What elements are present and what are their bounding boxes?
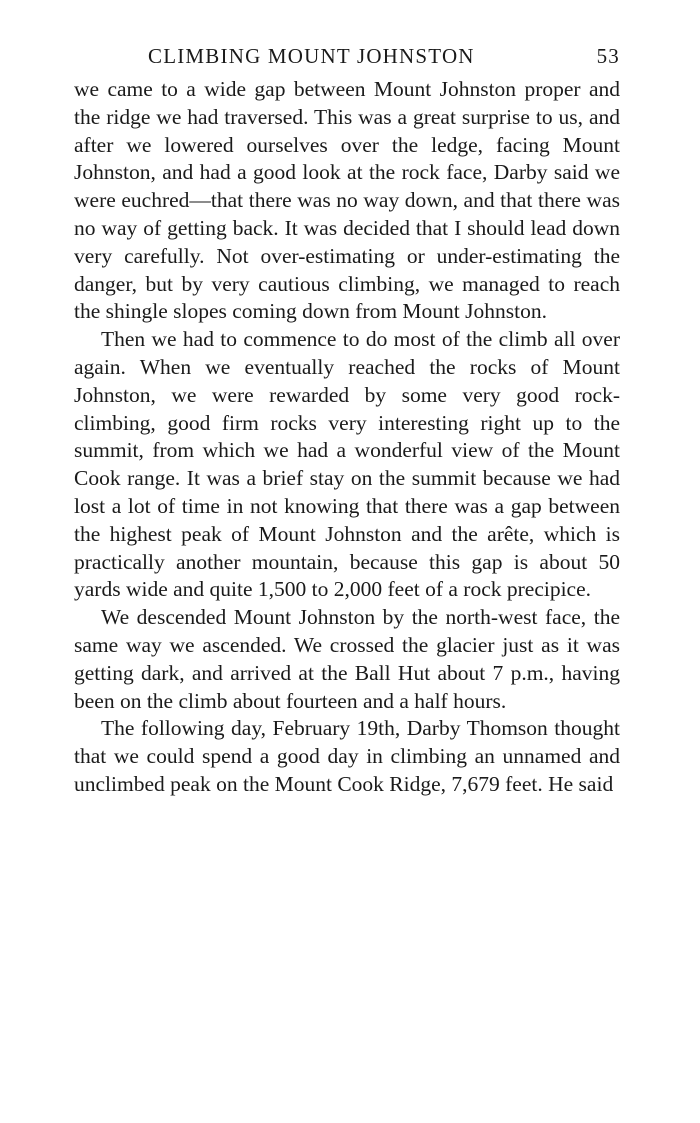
paragraph: The following day, February 19th, Darby Thomson thought that we could spend a good day in climbing an unnamed and unclimbed peak on the Mount Cook Ridge, 7,679 feet. He said bbox=[74, 716, 620, 796]
running-title: CLIMBING MOUNT JOHNSTON bbox=[148, 44, 475, 68]
book-page bbox=[74, 36, 620, 799]
page-number: 53 bbox=[596, 44, 620, 68]
paragraph: We descended Mount Johnston by the north-west face, the same way we ascended. We crossed the glacier just as it was getting dark, and arrived at the Ball Hut about 7 p.m., having been on the climb about fourteen and a half hours. bbox=[74, 605, 620, 713]
running-head bbox=[74, 36, 620, 76]
paragraph: Then we had to commence to do most of the climb all over again. When we eventually reached the rocks of Mount Johnston, we were rewarded by some very good rock-climbing, good firm rocks very interesting right up to the summit, from which we had a wonderful view of the Mount Cook range. It was a brief stay on the summit because we had lost a lot of time in not knowing that there was a gap between the highest peak of Mount Johnston and the arête, which is practically another mountain, because this gap is about 50 yards wide and quite 1,500 to 2,000 feet of a rock precipice. bbox=[74, 327, 620, 602]
paragraph-continued: we came to a wide gap between Mount Johnston proper and the ridge we had traversed. This was a great surprise to us, and after we lowered ourselves over the ledge, facing Mount Johnston, and had a good look at the rock face, Darby said we were euchred—that there was no way down, and that there was no way of getting back. It was decided that I should lead down very carefully. Not over-estimating or under-estimating the danger, but by very cautious climbing, we managed to reach the shingle slopes coming down from Mount Johnston. bbox=[74, 77, 620, 324]
body-text bbox=[74, 76, 620, 799]
